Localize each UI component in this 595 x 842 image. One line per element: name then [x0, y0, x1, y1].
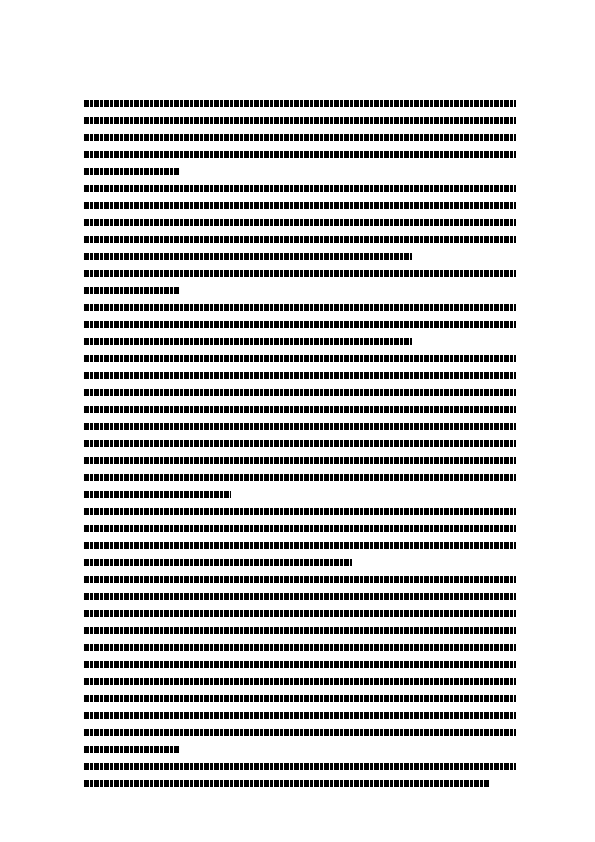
text-line-ink	[84, 695, 516, 702]
text-line-ink	[84, 712, 516, 719]
text-line-ink	[84, 134, 516, 141]
text-line	[84, 419, 516, 436]
text-line	[84, 725, 516, 742]
text-line-ink	[84, 168, 179, 175]
text-line	[84, 623, 516, 640]
text-line	[84, 487, 516, 504]
text-line-ink	[84, 457, 516, 464]
text-line	[84, 470, 516, 487]
text-line	[84, 572, 516, 589]
text-line-ink	[84, 117, 516, 124]
text-line-ink	[84, 763, 516, 770]
text-line-ink	[84, 389, 516, 396]
paragraph	[84, 572, 516, 759]
text-line-ink	[84, 661, 516, 668]
paragraph	[84, 266, 516, 300]
text-line-ink	[84, 321, 516, 328]
text-line	[84, 606, 516, 623]
text-line-ink	[84, 610, 516, 617]
text-line	[84, 538, 516, 555]
text-line	[84, 742, 516, 759]
text-line	[84, 249, 516, 266]
text-line-ink	[84, 491, 231, 498]
text-line-ink	[84, 746, 179, 753]
text-line	[84, 130, 516, 147]
text-line-ink	[84, 304, 516, 311]
text-line	[84, 385, 516, 402]
text-line-ink	[84, 678, 516, 685]
paragraph	[84, 351, 516, 504]
text-line	[84, 759, 516, 776]
paragraph	[84, 181, 516, 266]
text-line-ink	[84, 508, 516, 515]
text-line-ink	[84, 780, 490, 787]
text-line	[84, 300, 516, 317]
text-line-ink	[84, 100, 516, 107]
paragraph	[84, 300, 516, 351]
text-line-ink	[84, 474, 516, 481]
text-line	[84, 198, 516, 215]
text-line	[84, 368, 516, 385]
paragraph	[84, 504, 516, 572]
text-line-ink	[84, 236, 516, 243]
text-line-ink	[84, 559, 352, 566]
text-line	[84, 555, 516, 572]
text-line	[84, 504, 516, 521]
text-line	[84, 181, 516, 198]
text-line-ink	[84, 423, 516, 430]
text-line-ink	[84, 372, 516, 379]
text-line	[84, 674, 516, 691]
text-line-ink	[84, 219, 516, 226]
text-line	[84, 453, 516, 470]
text-line-ink	[84, 151, 516, 158]
text-line-ink	[84, 644, 516, 651]
text-line	[84, 589, 516, 606]
text-line	[84, 283, 516, 300]
text-line	[84, 317, 516, 334]
text-line	[84, 96, 516, 113]
text-line-ink	[84, 525, 516, 532]
text-line-ink	[84, 355, 516, 362]
document-body	[84, 96, 516, 793]
text-line	[84, 521, 516, 538]
text-line	[84, 164, 516, 181]
text-line	[84, 436, 516, 453]
text-line-ink	[84, 270, 516, 277]
text-line-ink	[84, 627, 516, 634]
text-line	[84, 113, 516, 130]
text-line	[84, 640, 516, 657]
paragraph	[84, 96, 516, 181]
text-line-ink	[84, 576, 516, 583]
text-line	[84, 691, 516, 708]
text-line	[84, 215, 516, 232]
text-line	[84, 351, 516, 368]
text-line-ink	[84, 253, 412, 260]
text-line-ink	[84, 202, 516, 209]
text-line	[84, 232, 516, 249]
paragraph	[84, 759, 516, 793]
text-line-ink	[84, 440, 516, 447]
text-line-ink	[84, 542, 516, 549]
text-line-ink	[84, 338, 412, 345]
text-line	[84, 657, 516, 674]
text-line	[84, 266, 516, 283]
text-line-ink	[84, 185, 516, 192]
text-line-ink	[84, 729, 516, 736]
text-line	[84, 147, 516, 164]
text-line-ink	[84, 593, 516, 600]
text-line	[84, 334, 516, 351]
text-line	[84, 708, 516, 725]
text-line-ink	[84, 406, 516, 413]
text-line	[84, 402, 516, 419]
text-line	[84, 776, 516, 793]
text-line-ink	[84, 287, 179, 294]
